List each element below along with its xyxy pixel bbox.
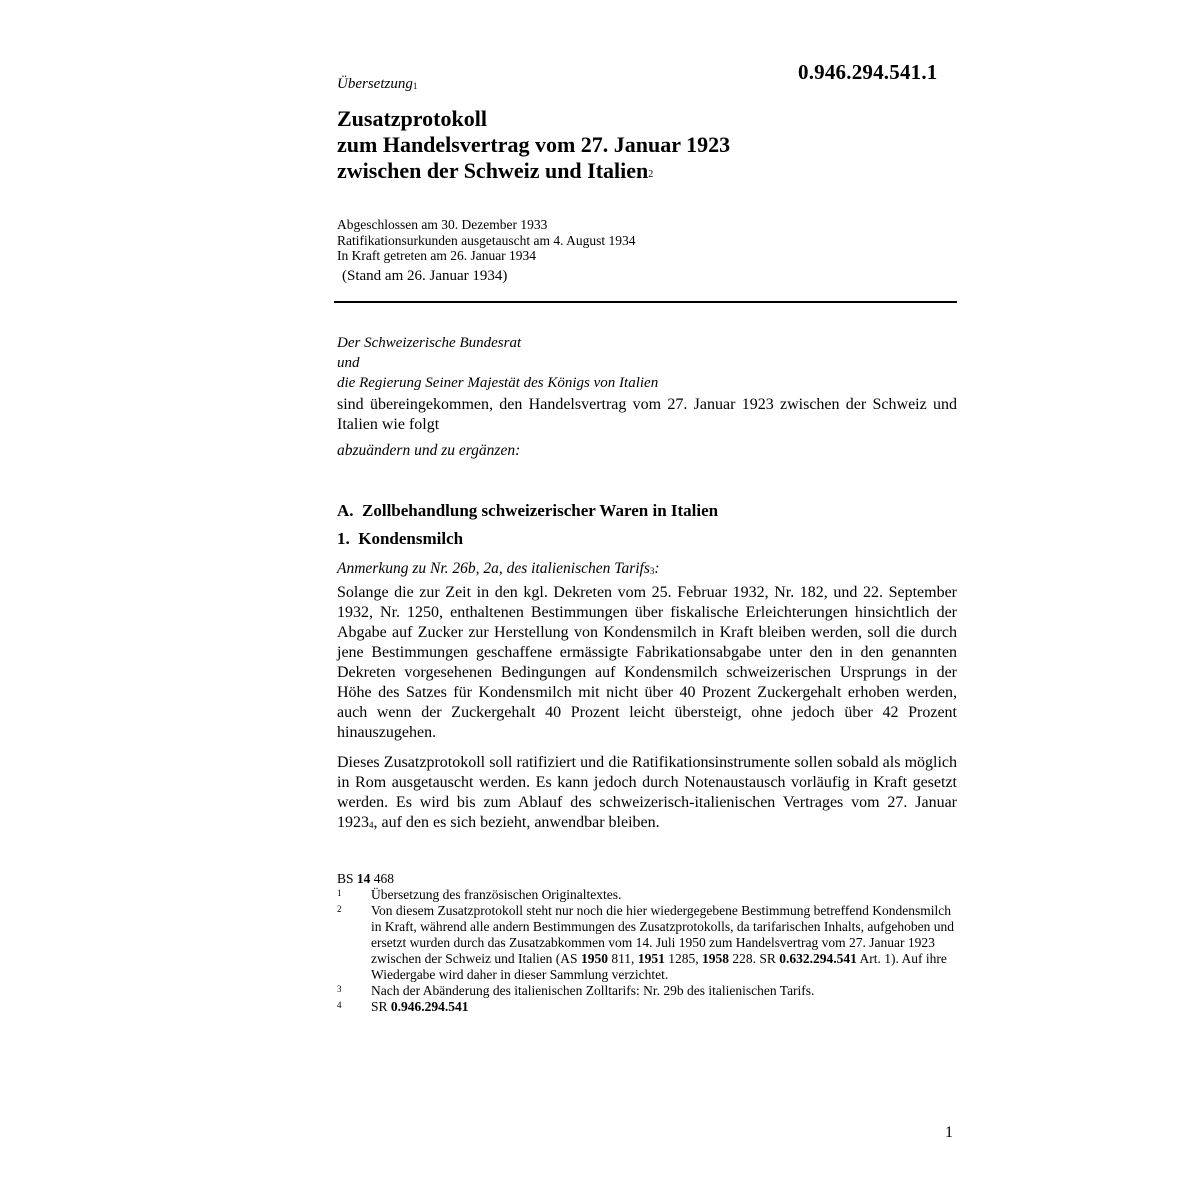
footnote-3 bbox=[337, 983, 957, 999]
as-year-1958: 1958 bbox=[701, 950, 729, 966]
tariff-note-text: Anmerkung zu Nr. 26b, 2a, des italienischen Tarifs bbox=[337, 559, 650, 577]
tariff-note-heading bbox=[337, 559, 957, 579]
status-date: (Stand am 26. Januar 1934) bbox=[342, 267, 508, 284]
tariff-note-colon: : bbox=[654, 559, 660, 577]
sr-reference-link[interactable]: 0.946.294.541 bbox=[390, 998, 469, 1014]
footnote-number: 2 bbox=[337, 903, 342, 914]
footnote-1 bbox=[337, 887, 957, 903]
in-force-date: In Kraft getreten am 26. Januar 1934 bbox=[337, 248, 537, 263]
as-year-1951: 1951 bbox=[637, 950, 665, 966]
as-page-1285: 1285, bbox=[664, 950, 702, 966]
footnote-text bbox=[371, 999, 957, 1015]
party-conjunction: und bbox=[337, 354, 360, 371]
header-divider bbox=[334, 301, 957, 303]
treaty-dates bbox=[337, 217, 957, 264]
footnote-number: 3 bbox=[337, 983, 342, 994]
footnote-text: Übersetzung des französischen Originaltextes. bbox=[371, 886, 622, 902]
footnote-ref-4[interactable]: 4 bbox=[369, 819, 374, 830]
footnote-2-end: Art. 1). Auf ihre Wiedergabe wird daher in dieser Sammlung verzichtet. bbox=[371, 950, 947, 982]
as-page-811: 811, bbox=[607, 950, 638, 966]
title-line-2: zum Handelsvertrag vom 27. Januar 1923 bbox=[337, 132, 731, 157]
title-line-3 bbox=[337, 158, 957, 184]
source-reference bbox=[337, 871, 957, 887]
party-swiss-federal-council: Der Schweizerische Bundesrat bbox=[337, 334, 522, 351]
as-page-228: 228. SR bbox=[728, 950, 780, 966]
source-volume: 14 bbox=[356, 870, 371, 886]
footnote-ref-2[interactable]: 2 bbox=[648, 169, 654, 180]
footnote-2-text: Von diesem Zusatzprotokoll steht nur noch die hier wiedergegebene Bestimmung betreffend Kondensmilch in Kraft, während alle andern Bestimmungen des Zusatzprotokolls, da tarifarischen Inhalts, aufgehoben und ersetzt wurden durch das Zusatzabkommen vom 14. Juli 1950 zum Handelsvertrag vom 27. Januar 1923 zwischen der Schweiz und Italien (AS bbox=[371, 902, 954, 966]
footnotes bbox=[337, 887, 957, 1015]
translation-label bbox=[337, 74, 957, 94]
page-number: 1 bbox=[945, 1124, 953, 1141]
source-page: 468 bbox=[370, 870, 395, 886]
footnote-number: 4 bbox=[337, 999, 342, 1010]
ratification-date: Ratifikationsurkunden ausgetauscht am 4. August 1934 bbox=[337, 232, 636, 248]
sub-heading-condensed-milk: 1. Kondensmilch bbox=[337, 528, 464, 548]
title-line-3-text: zwischen der Schweiz und Italien bbox=[337, 158, 649, 183]
document-column bbox=[337, 74, 957, 1015]
paragraph-ratification bbox=[337, 753, 957, 833]
paragraph-condensed-milk: Solange die zur Zeit in den kgl. Dekreten vom 25. Februar 1932, Nr. 182, und 22. September 1932, Nr. 1250, enthaltenen Bestimmungen über fiskalische Erleichterungen hinsichtlich der Abgabe auf Zucker zur Herstellung von Kondensmilch in Kraft bleiben werden, soll die durch jene Bestimmungen geschaffene ermässigte Fabrikationsabgabe unter den in den genannten Dekreten vorgesehenen Bedingungen auf Kondensmilch schweizerischen Ursprungs in der Höhe des Satzes für Kondensmilch mit nicht über 40 Prozent Zuckergehalt erhoben werden, auch wenn der Zuckergehalt 40 Prozent leicht übersteigt, ohne jedoch über 42 Prozent hinauszugehen. bbox=[337, 583, 957, 741]
party-italian-government: die Regierung Seiner Majestät des Königs von Italien bbox=[337, 374, 659, 391]
footnote-text: Nach der Abänderung des italienischen Zolltarifs: Nr. 29b des italienischen Tarifs. bbox=[371, 982, 815, 998]
as-year-1950: 1950 bbox=[580, 950, 608, 966]
section-heading-a: A. Zollbehandlung schweizerischer Waren in Italien bbox=[337, 500, 719, 520]
footnote-2 bbox=[337, 903, 957, 983]
preamble-parties bbox=[337, 333, 957, 393]
sr-number: 0.946.294.541.1 bbox=[798, 60, 938, 84]
document-title bbox=[337, 106, 957, 184]
preamble-amend-clause: abzuändern und zu ergänzen: bbox=[337, 441, 521, 459]
footnote-text bbox=[371, 903, 957, 983]
preamble-agreement: sind übereingekommen, den Handelsvertrag vom 27. Januar 1923 zwischen der Schweiz und Italien wie folgt bbox=[337, 395, 957, 433]
footnote-4 bbox=[337, 999, 957, 1015]
footnote-ref-1[interactable]: 1 bbox=[412, 81, 418, 91]
concluded-date: Abgeschlossen am 30. Dezember 1933 bbox=[337, 217, 548, 232]
translation-label-text: Übersetzung bbox=[337, 76, 413, 92]
footnote-ref-3[interactable]: 3 bbox=[649, 565, 655, 576]
footnote-number: 1 bbox=[337, 887, 342, 898]
source-prefix: BS bbox=[337, 870, 357, 886]
paragraph-ratification-end: , auf den es sich bezieht, anwendbar bleiben. bbox=[373, 813, 660, 831]
sr-reference-link[interactable]: 0.632.294.541 bbox=[779, 950, 857, 966]
title-line-1: Zusatzprotokoll bbox=[337, 106, 487, 131]
footnote-4-prefix: SR bbox=[371, 998, 391, 1014]
paragraph-ratification-text: Dieses Zusatzprotokoll soll ratifiziert und die Ratifikationsinstrumente sollen sobald als möglich in Rom ausgetauscht werden. Es kann jedoch durch Notenaustausch vorläufig in Kraft gesetzt werden. Es wird bis zum Ablauf des schweizerisch-italienischen Vertrages vom 27. Januar 1923 bbox=[337, 753, 957, 831]
